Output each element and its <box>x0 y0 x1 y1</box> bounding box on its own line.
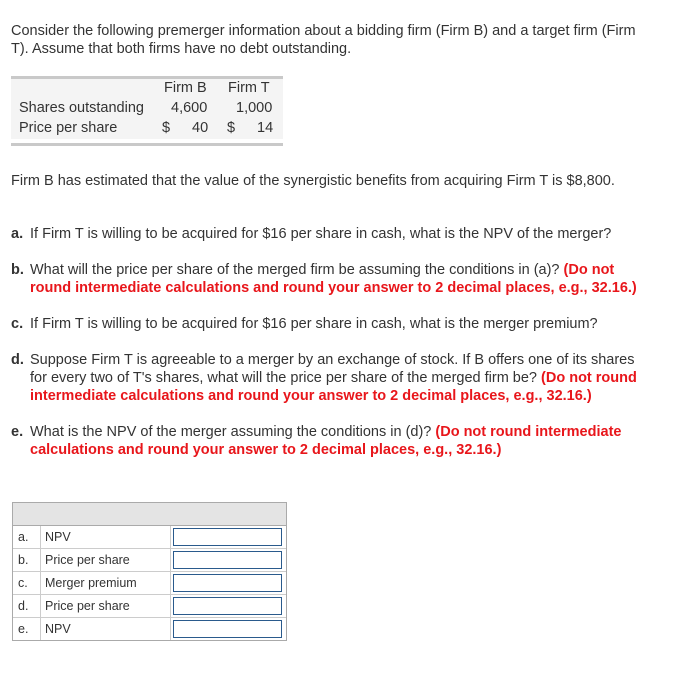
question-label: d. <box>11 352 24 368</box>
row-letter: b. <box>13 549 41 571</box>
row-label: Price per share <box>41 549 171 571</box>
question-label: b. <box>11 262 24 278</box>
price-per-share-b-input[interactable] <box>173 551 282 569</box>
rounding-note: (Do not round intermediate calculations and round your answer to 2 decimal places, e.g., 32.16.) <box>30 262 637 296</box>
synergy-text: Firm B has estimated that the value of the synergistic benefits from acquiring Firm T is $8,800. <box>11 173 615 189</box>
header-firm-b: Firm B <box>164 80 207 96</box>
premerger-data-table <box>11 76 283 146</box>
answer-row-d <box>13 595 286 618</box>
header-firm-t: Firm T <box>228 80 270 96</box>
answer-table <box>12 502 287 641</box>
question-e <box>11 423 639 459</box>
table-header-row <box>11 79 283 99</box>
row-label: Price per share <box>41 595 171 617</box>
row-label: Shares outstanding <box>19 100 144 116</box>
question-b <box>11 261 639 297</box>
rounding-note: (Do not round intermediate calculations and round your answer to 2 decimal places, e.g., 32.16.) <box>30 370 637 404</box>
question-text: Suppose Firm T is agreeable to a merger by an exchange of stock. If B offers one of its shares for every two of T's shares, what will the price per share of the merged firm be? <box>30 352 635 386</box>
rounding-note: (Do not round intermediate calculations and round your answer to 2 decimal places, e.g., 32.16.) <box>30 424 622 458</box>
firm-b-shares: 4,600 <box>171 100 208 116</box>
firm-b-price: 40 <box>192 120 209 136</box>
question-c <box>11 315 639 333</box>
question-text: If Firm T is willing to be acquired for $16 per share in cash, what is the merger premium? <box>30 316 598 332</box>
firm-t-shares: 1,000 <box>236 100 273 116</box>
question-label: c. <box>11 316 24 332</box>
question-label: a. <box>11 226 24 242</box>
firm-t-currency: $ <box>227 120 236 136</box>
npv-a-input[interactable] <box>173 528 282 546</box>
question-label: e. <box>11 424 24 440</box>
question-d <box>11 351 639 405</box>
row-letter: e. <box>13 618 41 640</box>
answer-row-a <box>13 526 286 549</box>
question-text: What will the price per share of the merged firm be assuming the conditions in (a)? <box>30 262 560 278</box>
row-letter: d. <box>13 595 41 617</box>
intro-text: Consider the following premerger information about a bidding firm (Firm B) and a target firm (Firm T). Assume that both firms have no debt outstanding. <box>11 23 636 57</box>
answer-row-c <box>13 572 286 595</box>
answer-row-e <box>13 618 286 640</box>
table-bottom-border <box>11 143 283 146</box>
question-a <box>11 225 639 243</box>
row-label: Merger premium <box>41 572 171 594</box>
row-letter: c. <box>13 572 41 594</box>
row-letter: a. <box>13 526 41 548</box>
table-row-shares <box>11 99 283 119</box>
row-label: Price per share <box>19 120 118 136</box>
merger-premium-input[interactable] <box>173 574 282 592</box>
price-per-share-d-input[interactable] <box>173 597 282 615</box>
row-label: NPV <box>41 618 171 640</box>
table-row-price <box>11 119 283 139</box>
question-text: What is the NPV of the merger assuming the conditions in (d)? <box>30 424 432 440</box>
answer-table-header <box>13 503 286 526</box>
answer-row-b <box>13 549 286 572</box>
question-text: If Firm T is willing to be acquired for $16 per share in cash, what is the NPV of the merger? <box>30 226 612 242</box>
firm-t-price: 14 <box>257 120 274 136</box>
npv-e-input[interactable] <box>173 620 282 638</box>
firm-b-currency: $ <box>162 120 171 136</box>
row-label: NPV <box>41 526 171 548</box>
